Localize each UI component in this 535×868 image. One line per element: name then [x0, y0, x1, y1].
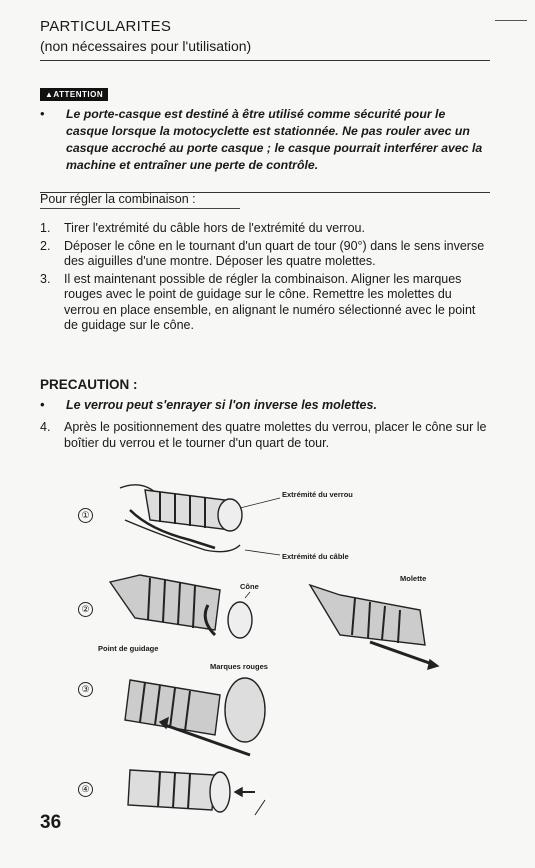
label-guide-point: Point de guidage — [98, 644, 159, 653]
attention-warning — [40, 106, 488, 174]
step-4 — [40, 420, 488, 451]
corner-rule — [495, 20, 527, 21]
figure-number-4: ④ — [78, 782, 93, 797]
precaution-note — [40, 398, 488, 412]
step-text: Après le positionnement des quatre molettes du verrou, placer le cône sur le boîtier du verrou et le tourner d'un quart de tour. — [64, 420, 487, 450]
list-item — [40, 221, 488, 237]
bullet-icon: • — [40, 107, 45, 121]
list-item — [40, 272, 488, 334]
attention-text: Le porte-casque est destiné à être utilisé comme sécurité pour le casque lorsque la motocyclette est stationnée. Ne pas rouler avec un casque accroché au porte casque ; le casque pourrait interférer avec la machine et entraîner une perte de contrôle. — [66, 107, 483, 172]
page-number: 36 — [40, 812, 62, 833]
intro-underline — [40, 208, 240, 209]
label-red-marks: Marques rouges — [210, 662, 268, 671]
page-subtitle: (non nécessaires pour l'utilisation) — [40, 38, 252, 54]
step-number: 1. — [40, 221, 51, 235]
label-cable-end: Extrémité du câble — [282, 552, 349, 561]
steps-list — [40, 221, 488, 336]
label-lock-end: Extrémité du verrou — [282, 490, 353, 499]
step-number: 3. — [40, 271, 51, 286]
precaution-title: PRECAUTION : — [40, 377, 138, 392]
bullet-icon: • — [40, 398, 45, 412]
list-item — [40, 239, 488, 270]
figure-number-3: ③ — [78, 682, 93, 697]
step-number: 4. — [40, 420, 51, 434]
header-rule — [40, 60, 490, 61]
figure-number-2: ② — [78, 602, 93, 617]
label-wheel: Molette — [400, 574, 427, 583]
lock-illustration — [40, 470, 500, 830]
label-cone: Cône — [240, 582, 259, 591]
step-text: Tirer l'extrémité du câble hors de l'extrémité du verrou. — [64, 221, 365, 235]
figure-number-1: ① — [78, 508, 93, 523]
intro-text: Pour régler la combinaison : — [40, 192, 196, 206]
step-text: Il est maintenant possible de régler la combinaison. Aligner les marques rouges avec le point de guidage sur le cône. Remettre les molettes du verrou en place ensemble, en alignant le numéro sélectionné avec le point de guidage sur le cône. — [64, 271, 476, 332]
warning-triangle-icon: ▲ — [45, 90, 54, 99]
step-text: Déposer le cône en le tournant d'un quart de tour (90°) dans le sens inverse des aiguilles d'une montre. Déposer les quatre molettes. — [64, 238, 485, 268]
step-number: 2. — [40, 238, 51, 253]
attention-badge-label: ATTENTION — [53, 90, 104, 99]
precaution-text: Le verrou peut s'enrayer si l'on inverse les molettes. — [66, 398, 377, 412]
page-title: PARTICULARITES — [40, 18, 172, 35]
attention-badge — [40, 88, 108, 101]
